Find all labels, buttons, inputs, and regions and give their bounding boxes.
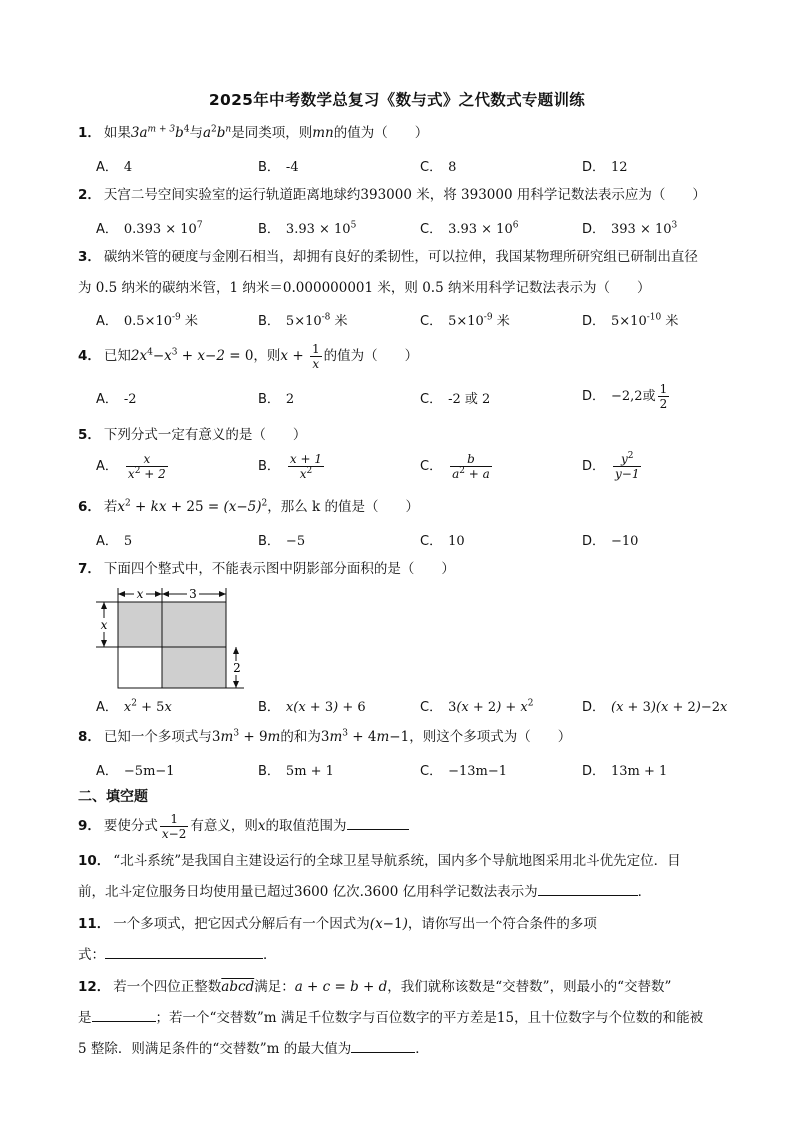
question-2: 2． 天宫二号空间实验室的运行轨道距离地球约393000 米，将 393000 用科学记数法表示应为（ ） <box>78 187 706 203</box>
option-d[interactable]: D． 12 <box>582 160 628 175</box>
question-3-line-2: 为 0.5 纳米的碳纳米管，1 纳米＝0.000000001 米，则 0.5 纳米用科学记数法表示为（ ） <box>78 280 651 296</box>
question-3: 3． 碳纳米管的硬度与金刚石相当，却拥有良好的柔韧性，可以拉伸，我国某物理所研究组已研制出直径 <box>78 249 698 265</box>
options-q1 <box>96 156 776 178</box>
section-heading-fill-in: 二、填空题 <box>78 789 148 805</box>
label-x-top: x <box>136 587 144 601</box>
question-6: 6． 若$x^2$ + kx + $25 = (x-5)^2$，那么 k 的值是（ ） <box>78 498 419 515</box>
area-figure <box>90 582 260 692</box>
options-q5 <box>96 452 776 486</box>
options-q7 <box>96 696 776 718</box>
option-a[interactable]: A． 5 <box>96 534 133 549</box>
option-b[interactable]: B． −5 <box>258 534 306 549</box>
options-q8 <box>96 760 776 782</box>
option-d[interactable]: D． −10 <box>582 534 639 549</box>
question-10: 10． “北斗系统”是我国自主建设运行的全球卫星导航系统，国内多个导航地图采用北斗优先定位．目 <box>78 853 681 869</box>
option-d[interactable]: D． $\frac{y^2}{y-1}$ <box>582 451 640 481</box>
option-c[interactable]: C． −13m−1 <box>420 764 508 779</box>
question-number: 1． <box>78 125 101 141</box>
question-4: 4． 已知$2x^4-x^3 + x-2 = 0$，则x + $\frac{1}{x}$ 的值为（ ） <box>78 342 419 371</box>
option-b[interactable]: B． -4 <box>258 160 299 175</box>
option-c[interactable]: C． $\frac{b}{a^2 + a}$ <box>420 452 490 481</box>
option-a[interactable]: A． −5m−1 <box>96 764 175 779</box>
question-11: 11． 一个多项式，把它因式分解后有一个因式为(x−1)，请你写出一个符合条件的多项 <box>78 916 597 932</box>
label-2: 2 <box>233 661 241 675</box>
option-c[interactable]: C． 8 <box>420 160 457 175</box>
arrowhead <box>233 647 239 654</box>
option-d[interactable]: D． $5\times 10^{-10}$ 米 <box>582 312 679 329</box>
question-9: 9． 要使分式 $\frac{1}{x-2}$ 有意义，则x的取值范围为 <box>78 812 748 841</box>
option-d[interactable]: D． 13m + 1 <box>582 764 668 779</box>
shaded-top-right <box>162 602 226 647</box>
question-12-line-3: 5 整除．则满足条件的“交替数”m 的最大值为 ． <box>78 1038 748 1060</box>
math-expr: $3a^{m + 3}b^4$ <box>130 124 190 141</box>
answer-blank[interactable] <box>351 1038 415 1053</box>
question-7: 7． 下面四个整式中，不能表示图中阴影部分面积的是（ ） <box>78 561 455 577</box>
option-b[interactable]: B． 2 <box>258 392 295 407</box>
option-a[interactable]: A． $\frac{x}{x^2 + 2}$ <box>96 452 166 481</box>
question-10-line-2: 前，北斗定位服务日均使用量已超过3600 亿次.3600 亿用科学记数法表示为 ． <box>78 881 748 903</box>
option-b[interactable]: B． $3.93 \times 10^5$ <box>258 220 357 237</box>
option-c[interactable]: C． 10 <box>420 534 465 549</box>
page-title: 2025年中考数学总复习《数与式》之代数式专题训练 <box>208 91 586 109</box>
option-a[interactable]: A． -2 <box>96 392 137 407</box>
option-d[interactable]: D． $393 \times 10^3$ <box>582 220 678 237</box>
fraction: $\frac{1}{x}$ <box>311 342 320 371</box>
option-a[interactable]: A． $0.5\times 10^{-9}$ 米 <box>96 312 198 329</box>
question-5: 5． 下列分式一定有意义的是（ ） <box>78 427 307 443</box>
arrowhead <box>101 602 107 609</box>
option-c[interactable]: C． $5\times 10^{-9}$ 米 <box>420 312 510 329</box>
options-q4 <box>96 382 776 411</box>
question-1: 1． 如果$3a^{m + 3}b^4$与$a^2b^n$是同类项，则mn的值为（ ） <box>78 124 429 141</box>
answer-blank[interactable] <box>105 944 263 959</box>
arrowhead <box>118 591 125 597</box>
options-q3 <box>96 310 776 332</box>
answer-blank[interactable] <box>538 881 638 896</box>
question-12-line-2: 是 ；若一个“交替数”m 满足千位数字与百位数字的平方差是15，且十位数字与个位数的和能被 <box>78 1007 748 1029</box>
answer-blank[interactable] <box>347 815 409 830</box>
question-8: 8． 已知一个多项式与$3m^3 + 9m$的和为$3m^3 + 4m-1$，则这个多项式为（ ） <box>78 728 572 745</box>
arrowhead <box>219 591 226 597</box>
question-12: 12． 若一个四位正整数abcd满足：a + c = b + d，我们就称该数是“交替数”，则最小的“交替数” <box>78 979 672 995</box>
arrowhead <box>233 681 239 688</box>
shaded-square <box>118 602 162 647</box>
label-x-side: x <box>100 618 108 632</box>
option-d[interactable]: D． −2,2或 $\frac{1}{2}$ <box>582 382 668 411</box>
label-3: 3 <box>189 587 197 601</box>
option-c[interactable]: C． $3.93 \times 10^6$ <box>420 220 519 237</box>
option-b[interactable]: B． $5\times 10^{-8}$ 米 <box>258 312 348 329</box>
option-a[interactable]: A． 4 <box>96 160 133 175</box>
blank-bottom-left <box>118 647 162 688</box>
option-c[interactable]: C． -2 或 2 <box>420 392 491 407</box>
option-c[interactable]: C． $3(x + 2) + x^2$ <box>420 698 534 715</box>
option-d[interactable]: D． (x + 3)(x + 2)−2x <box>582 700 728 715</box>
arrowhead <box>101 640 107 647</box>
option-a[interactable]: A． $x^2 + 5x$ <box>96 698 172 715</box>
shaded-bottom-right <box>162 647 226 688</box>
options-q2 <box>96 218 776 240</box>
question-11-line-2: 式： ． <box>78 944 748 966</box>
option-b[interactable]: B． $\frac{x + 1}{x^2}$ <box>258 452 323 481</box>
options-q6 <box>96 530 776 552</box>
answer-blank[interactable] <box>92 1007 156 1022</box>
arrowhead <box>162 591 169 597</box>
option-a[interactable]: A． $0.393 \times 10^7$ <box>96 220 203 237</box>
option-b[interactable]: B． 5m + 1 <box>258 764 334 779</box>
arrowhead <box>155 591 162 597</box>
option-b[interactable]: B． x(x + 3) + 6 <box>258 700 366 715</box>
